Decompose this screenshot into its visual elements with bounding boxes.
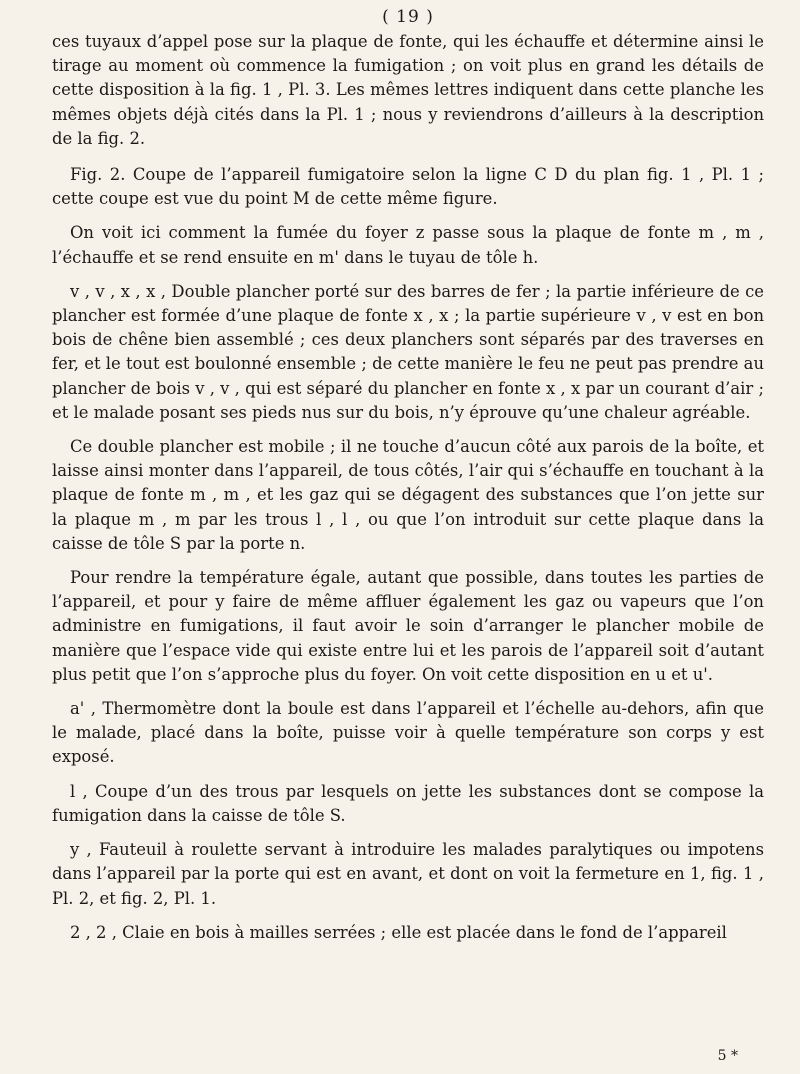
signature-mark: 5 * xyxy=(717,1048,738,1064)
paragraph-smoke: On voit ici comment la fumée du foyer z passe sous la plaque de fonte m , m , l’échauffe et se rend ensuite en m' dans le tuyau de tôle h. xyxy=(52,223,764,267)
paragraph-claie: 2 , 2 , Claie en bois à mailles serrées ; elle est placée dans le fond de l’appareil xyxy=(70,922,727,942)
paragraph-holes: l , Coupe d’un des trous par lesquels on jette les substances dont se compose la fumigation dans la caisse de tôle S. xyxy=(52,781,764,825)
paragraph-fig2-caption: Fig. 2. Coupe de l’appareil fumigatoire selon la ligne C D du plan fig. 1 , Pl. 1 ; cette coupe est vue du point M de cette même figure. xyxy=(52,165,764,209)
paragraph-thermometer: a' , Thermomètre dont la boule est dans l’appareil et l’échelle au-dehors, afin que le malade, placé dans la boîte, puisse voir à quelle température son corps y est exposé. xyxy=(52,699,764,767)
paragraph-armchair: y , Fauteuil à roulette servant à introduire les malades paralytiques ou impotens dans l’appareil par la porte qui est en avant, et dont on voit la fermeture en 1, fig. 1 , Pl. 2, et fig. 2, Pl. 1. xyxy=(52,840,764,908)
page-number: ( 19 ) xyxy=(382,7,434,27)
paragraph-mobile-floor: Ce double plancher est mobile ; il ne touche d’aucun côté aux parois de la boîte, et laisse ainsi monter dans l’appareil, de tous côtés, l’air qui s’échauffe en touchant à la plaque de fonte m , m , et les gaz qui se dégagent des substances que l’on jette sur la plaque m , m par les trous l , l , ou que l’on introduit sur cette plaque dans la caisse de tôle S par la porte n. xyxy=(52,437,764,553)
paragraph-double-floor: v , v , x , x , Double plancher porté sur des barres de fer ; la partie inférieure de ce plancher est formée d’une plaque de fonte x , x ; la partie supérieure v , v est en bon bois de chêne bien assemblé ; ces deux planchers sont séparés par des traverses en fer, et le tout est boulonné ensemble ; de cette manière le feu ne peut pas prendre au plancher de bois v , v , qui est séparé du plancher en fonte x , x par un courant d’air ; et le malade posant ses pieds nus sur du bois, n’y éprouve qu’une chaleur agréable. xyxy=(52,281,764,422)
paragraph-temperature: Pour rendre la température égale, autant que possible, dans toutes les parties de l’appareil, et pour y faire de même affluer également les gaz ou vapeurs que l’on administre en fumigations, il faut avoir le soin d’arranger le plancher mobile de manière que l’espace vide qui existe entre lui et les parois de l’appareil soit d’autant plus petit que l’on s’approche plus du foyer. On voit cette disposition en u et u'. xyxy=(52,568,764,684)
paragraph-continuation: ces tuyaux d’appel pose sur la plaque de fonte, qui les échauffe et détermine ainsi le tirage au moment où commence la fumigation ; on voit plus en grand les détails de cette disposition à la fig. 1 , Pl. 3. Les mêmes lettres indiquent dans cette planche les mêmes objets déjà cités dans la Pl. 1 ; nous y reviendrons d’ailleurs à la description de la fig. 2. xyxy=(52,32,764,148)
